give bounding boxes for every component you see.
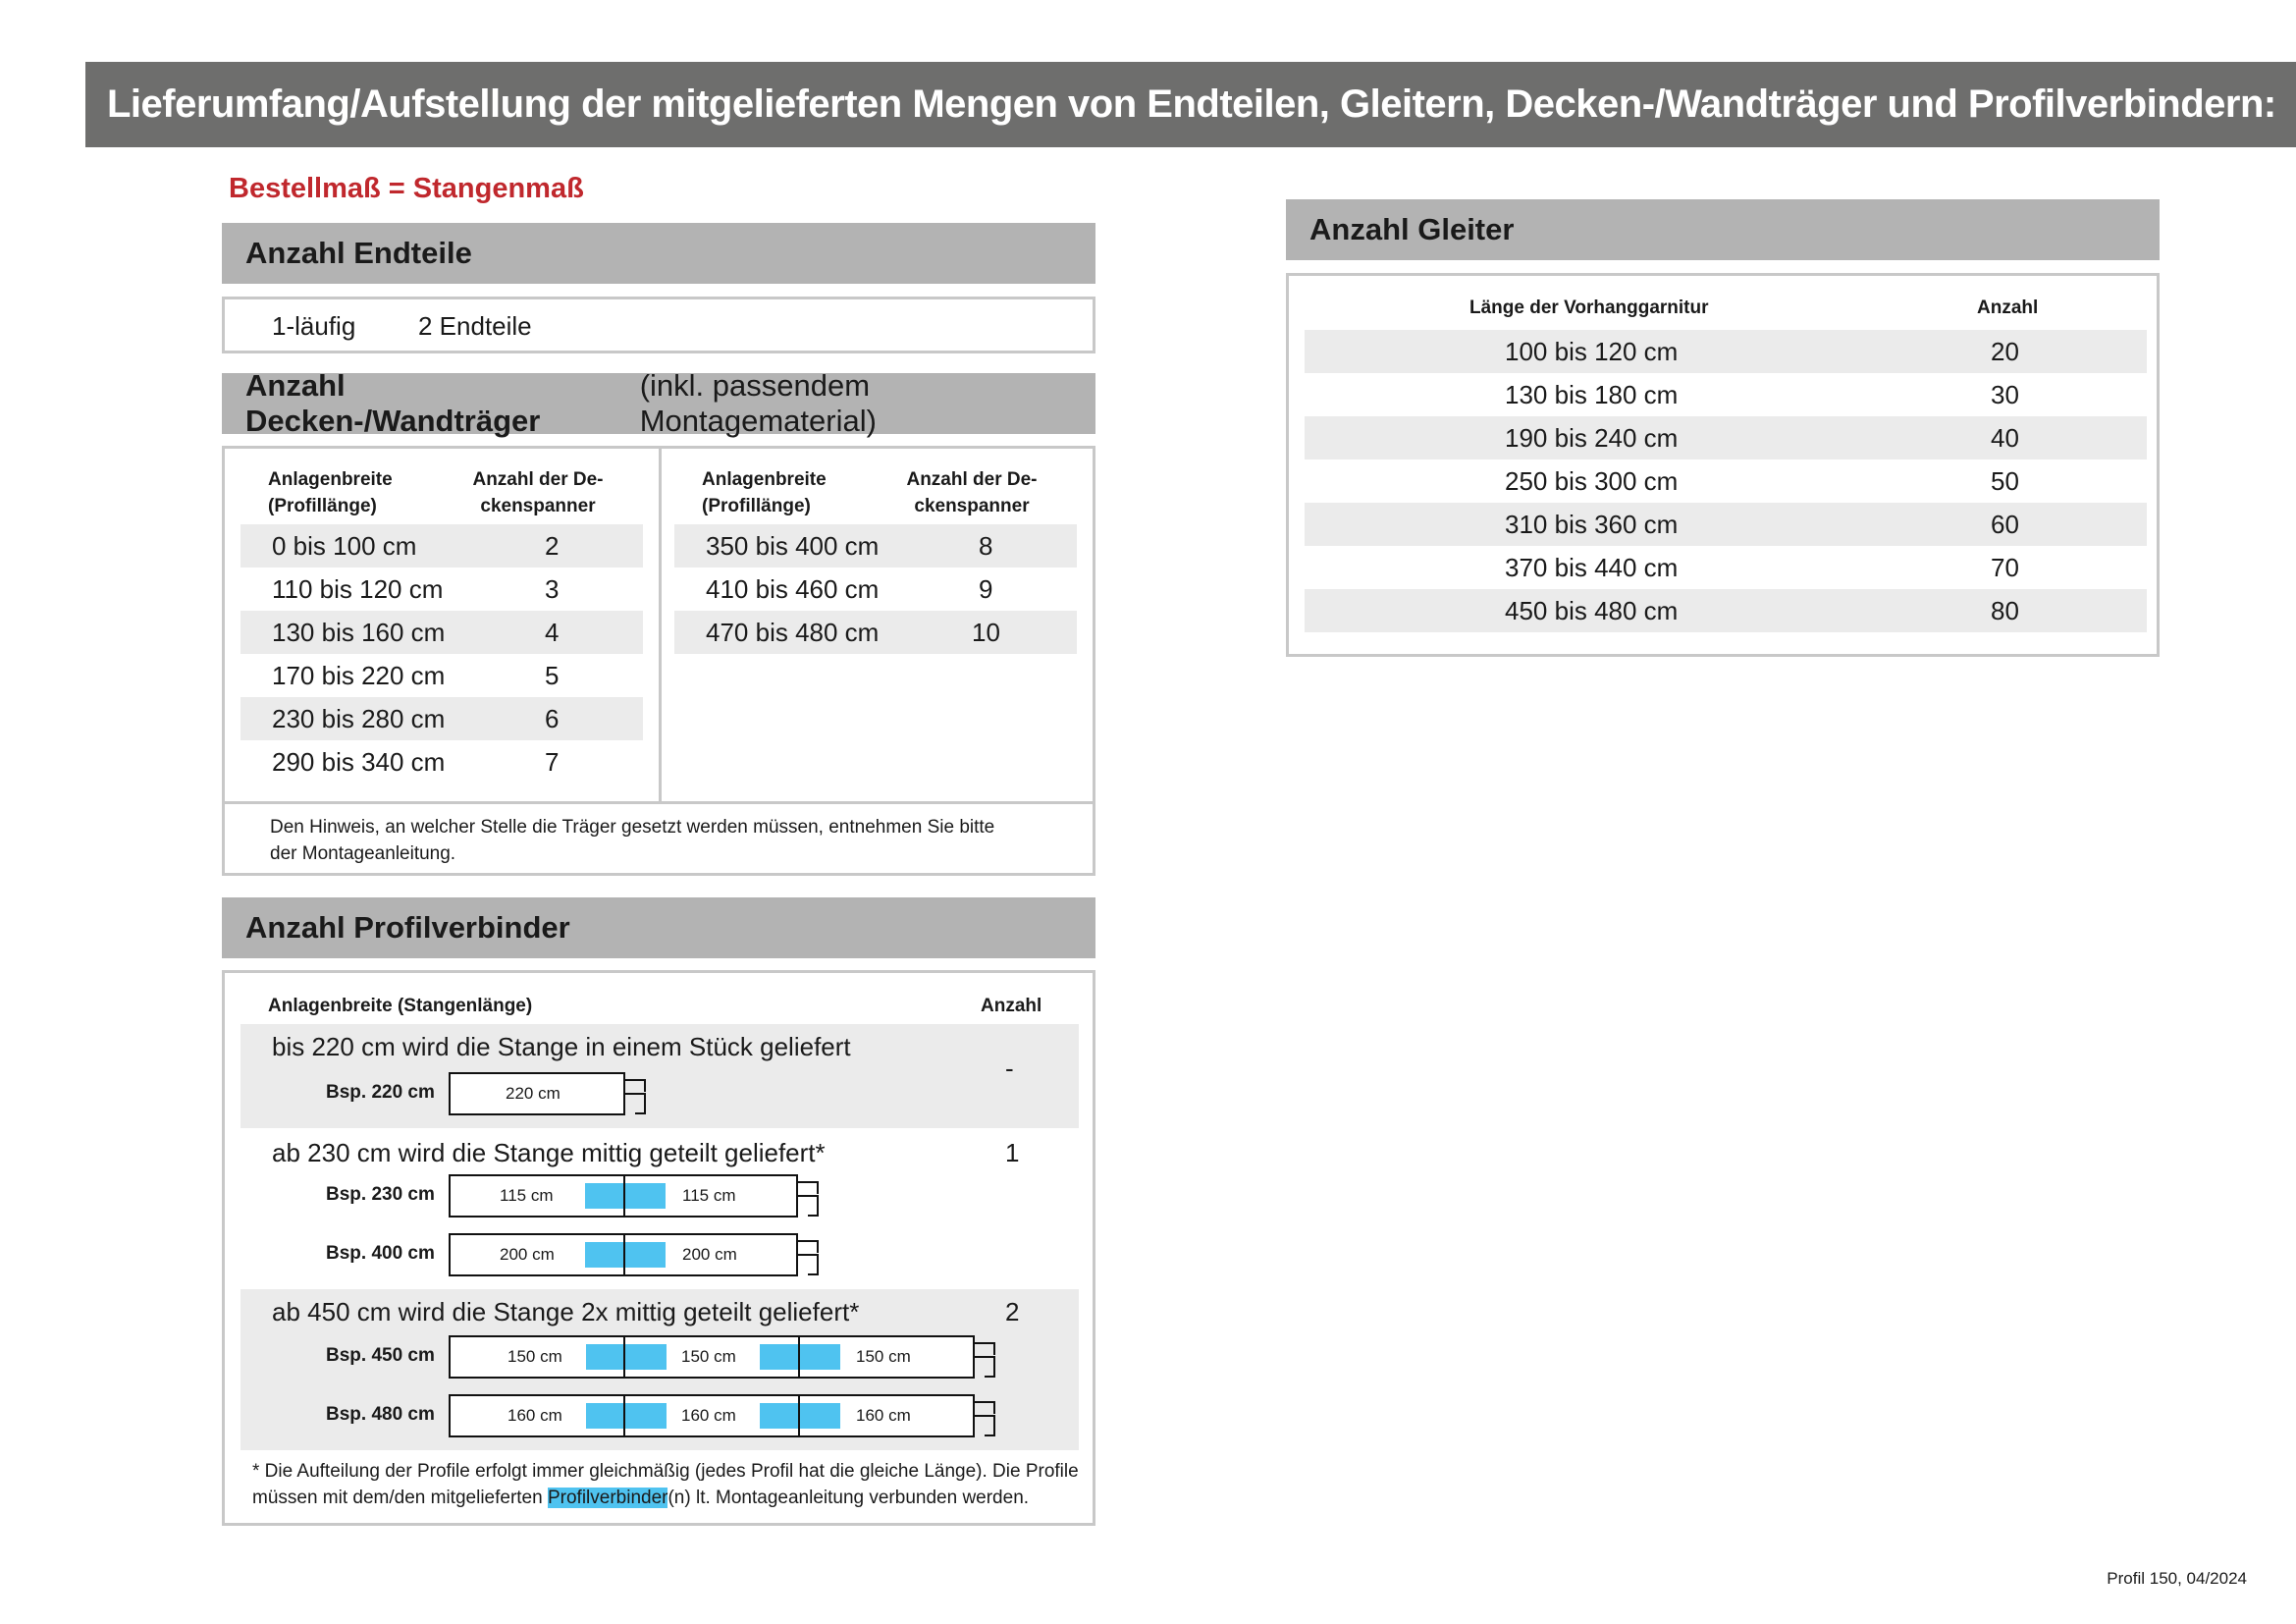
- rod-diagram: [449, 1233, 798, 1276]
- footnote-line: [252, 1485, 1079, 1511]
- row-count: 8: [979, 531, 993, 561]
- row-count: 3: [545, 574, 560, 604]
- traeger-right-col1-header: [702, 466, 827, 519]
- row-range: 470 bis 480 cm: [706, 618, 880, 647]
- segment-label: 150 cm: [507, 1347, 562, 1366]
- endcap-icon: [975, 1394, 1000, 1437]
- rod-diagram: [449, 1335, 975, 1379]
- example-label: Bsp. 480 cm: [326, 1404, 435, 1425]
- note-line: der Montageanleitung.: [270, 843, 456, 864]
- page-banner: [85, 62, 2296, 147]
- joint-line: [798, 1337, 800, 1377]
- profilverbinder-col2-header: Anzahl: [981, 996, 1042, 1016]
- joint-line: [623, 1176, 625, 1216]
- traeger-heading-suffix: (inkl. passendem Montagematerial): [639, 368, 877, 438]
- connector-marker: [760, 1403, 840, 1429]
- endcap-icon: [625, 1072, 651, 1115]
- joint-line: [623, 1235, 625, 1274]
- table-row: [1305, 373, 2147, 416]
- example-label: Bsp. 230 cm: [326, 1184, 435, 1205]
- row-count: 6: [545, 704, 560, 733]
- header-line: ckenspanner: [480, 496, 596, 516]
- segment-label: 160 cm: [507, 1406, 562, 1425]
- row-range: 110 bis 120 cm: [272, 574, 444, 604]
- row-count: 7: [545, 747, 560, 777]
- endcap-icon: [975, 1335, 1000, 1379]
- row-count: 2: [545, 531, 560, 561]
- endteile-heading-text: Anzahl Endteile: [245, 236, 472, 270]
- segment-label: 115 cm: [682, 1186, 736, 1205]
- segment-label: 160 cm: [856, 1406, 911, 1425]
- segment-label: 200 cm: [500, 1245, 555, 1264]
- connector-marker: [585, 1183, 666, 1209]
- table-row: [1305, 546, 2147, 589]
- footnote-text: (n) lt. Montageanleitung verbunden werden.: [667, 1488, 1030, 1508]
- table-row: [1305, 330, 2147, 373]
- profil-group-3: [240, 1289, 1079, 1450]
- group-count: 2: [1005, 1297, 1020, 1326]
- row-range: 130 bis 180 cm: [1505, 380, 1679, 409]
- header-line: ckenspanner: [914, 496, 1030, 516]
- row-range: 100 bis 120 cm: [1505, 337, 1679, 366]
- joint-line: [623, 1337, 625, 1377]
- segment-label: 115 cm: [500, 1186, 554, 1205]
- header-line: Anzahl der De-: [472, 469, 604, 490]
- note-line: Den Hinweis, an welcher Stelle die Träger gesetzt werden müssen, entnehmen Sie bitte: [270, 817, 995, 838]
- joint-line: [798, 1396, 800, 1435]
- row-count: 60: [1991, 510, 2019, 539]
- footer-version: Profil 150, 04/2024: [2107, 1569, 2247, 1588]
- traeger-right-col2-header: [898, 466, 1045, 519]
- row-range: 350 bis 400 cm: [706, 531, 880, 561]
- table-row: [1305, 416, 2147, 460]
- gleiter-col2-header: Anzahl: [1977, 298, 2039, 318]
- row-range: 170 bis 220 cm: [272, 661, 446, 690]
- table-row: [240, 740, 643, 784]
- row-count: 80: [1991, 596, 2019, 625]
- rod-diagram: [449, 1394, 975, 1437]
- row-range: 290 bis 340 cm: [272, 747, 446, 777]
- row-count: 4: [545, 618, 560, 647]
- table-row: [240, 697, 643, 740]
- group-text: ab 450 cm wird die Stange 2x mittig geteilt geliefert*: [272, 1297, 860, 1326]
- connector-marker: [760, 1344, 840, 1370]
- table-row: [240, 611, 643, 654]
- segment-label: 150 cm: [681, 1347, 736, 1366]
- profil-group-2: [240, 1128, 1079, 1287]
- group-text: ab 230 cm wird die Stange mittig geteilt geliefert*: [272, 1138, 826, 1167]
- connector-marker: [586, 1344, 667, 1370]
- table-row: [674, 524, 1077, 568]
- endcap-icon: [798, 1174, 824, 1218]
- group-text: bis 220 cm wird die Stange in einem Stück geliefert: [272, 1032, 851, 1061]
- row-range: 130 bis 160 cm: [272, 618, 446, 647]
- row-range: 410 bis 460 cm: [706, 574, 880, 604]
- traeger-left-col2-header: [464, 466, 612, 519]
- header-line: Anlagenbreite: [268, 469, 393, 490]
- segment-label: 200 cm: [682, 1245, 737, 1264]
- traeger-heading: [222, 368, 1095, 438]
- footnote-highlight: Profilverbinder: [547, 1488, 668, 1508]
- row-range: 230 bis 280 cm: [272, 704, 446, 733]
- connector-marker: [585, 1242, 666, 1268]
- row-count: 5: [545, 661, 560, 690]
- footnote-line: * Die Aufteilung der Profile erfolgt immer gleichmäßig (jedes Profil hat die gleiche Länge). Die Profile: [252, 1461, 1079, 1482]
- profilverbinder-col1-header: Anlagenbreite (Stangenlänge): [268, 996, 533, 1016]
- segment-label: 150 cm: [856, 1347, 911, 1366]
- segment-label: 160 cm: [681, 1406, 736, 1425]
- rod-diagram: [449, 1174, 798, 1218]
- row-range: 370 bis 440 cm: [1505, 553, 1679, 582]
- endteile-heading: [222, 223, 1095, 284]
- traeger-box: [222, 446, 1095, 876]
- row-count: 70: [1991, 553, 2019, 582]
- profilverbinder-heading-text: Anzahl Profilverbinder: [245, 910, 570, 945]
- table-row: [1305, 589, 2147, 632]
- gleiter-col1-header: Länge der Vorhanggarnitur: [1469, 298, 1709, 318]
- row-count: 9: [979, 574, 993, 604]
- row-count: 10: [972, 618, 1000, 647]
- endteile-type: 1-läufig: [272, 311, 356, 341]
- gleiter-heading-text: Anzahl Gleiter: [1309, 212, 1515, 246]
- endteile-value: 2 Endteile: [418, 311, 532, 341]
- row-count: 30: [1991, 380, 2019, 409]
- table-row: [1305, 460, 2147, 503]
- header-line: (Profillänge): [702, 496, 811, 516]
- endcap-icon: [798, 1233, 824, 1276]
- profil-group-1: [240, 1024, 1079, 1128]
- row-count: 40: [1991, 423, 2019, 453]
- table-row: [674, 568, 1077, 611]
- table-row: [240, 524, 643, 568]
- rod-diagram: [449, 1072, 625, 1115]
- table-row: [1305, 503, 2147, 546]
- row-count: 20: [1991, 337, 2019, 366]
- row-range: 0 bis 100 cm: [272, 531, 417, 561]
- example-label: Bsp. 220 cm: [326, 1082, 435, 1103]
- row-count: 50: [1991, 466, 2019, 496]
- profilverbinder-footnote: [252, 1458, 1079, 1511]
- table-row: [240, 654, 643, 697]
- connector-marker: [586, 1403, 667, 1429]
- header-line: Anzahl der De-: [906, 469, 1038, 490]
- row-range: 190 bis 240 cm: [1505, 423, 1679, 453]
- header-line: Anlagenbreite: [702, 469, 827, 490]
- traeger-left-col1-header: [268, 466, 393, 519]
- gleiter-box: [1286, 273, 2160, 657]
- example-label: Bsp. 400 cm: [326, 1243, 435, 1264]
- example-label: Bsp. 450 cm: [326, 1345, 435, 1366]
- column-divider: [659, 449, 662, 802]
- endteile-box: [222, 297, 1095, 353]
- traeger-note: [270, 814, 994, 867]
- table-row: [240, 568, 643, 611]
- profilverbinder-heading: [222, 897, 1095, 958]
- gleiter-heading: [1286, 199, 2160, 260]
- footnote-text: müssen mit dem/den mitgelieferten: [252, 1488, 548, 1508]
- subtitle: Bestellmaß = Stangenmaß: [229, 173, 584, 204]
- traeger-heading-text: Anzahl Decken-/Wandträger: [245, 368, 541, 438]
- row-range: 250 bis 300 cm: [1505, 466, 1679, 496]
- group-count: -: [1005, 1054, 1014, 1083]
- joint-line: [623, 1396, 625, 1435]
- table-row: [674, 611, 1077, 654]
- page-title: Lieferumfang/Aufstellung der mitgelieferten Mengen von Endteilen, Gleitern, Decken-/Wandträger und Profilverbindern:: [107, 82, 2276, 126]
- header-line: (Profillänge): [268, 496, 377, 516]
- row-range: 310 bis 360 cm: [1505, 510, 1679, 539]
- note-divider: [225, 801, 1093, 804]
- segment-label: 220 cm: [506, 1084, 561, 1103]
- row-range: 450 bis 480 cm: [1505, 596, 1679, 625]
- profilverbinder-box: [222, 970, 1095, 1526]
- group-count: 1: [1005, 1138, 1020, 1167]
